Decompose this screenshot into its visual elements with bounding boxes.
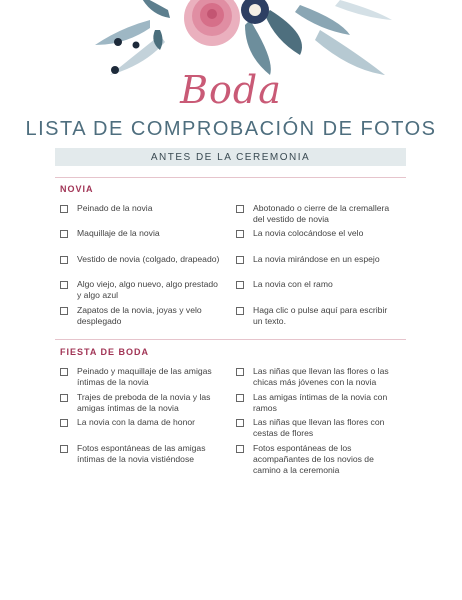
- checkbox[interactable]: [236, 394, 244, 402]
- checkbox[interactable]: [236, 368, 244, 376]
- leaf: [335, 0, 392, 20]
- item-label: Peinado de la novia: [77, 203, 153, 213]
- item-label: Fotos espontáneas de las amigas íntimas de la novia vistiéndose: [77, 443, 206, 464]
- item-label: Abotonado o cierre de la cremallera del vestido de novia: [253, 203, 390, 224]
- checkbox[interactable]: [236, 419, 244, 427]
- item-label: Zapatos de la novia, joyas y velo desplegado: [77, 305, 202, 326]
- checklist-item[interactable]: [236, 305, 396, 327]
- item-label: Maquillaje de la novia: [77, 228, 160, 238]
- berry: [133, 42, 140, 49]
- page-title: LISTA DE COMPROBACIÓN DE FOTOS: [25, 118, 437, 140]
- leaf: [265, 10, 302, 55]
- checkbox[interactable]: [60, 256, 68, 264]
- checkbox[interactable]: [236, 281, 244, 289]
- item-label: Las niñas que llevan las flores o las chicas más jóvenes con la novia: [253, 366, 389, 387]
- checklist-item[interactable]: [236, 254, 396, 265]
- item-label: Las niñas que llevan las flores con cestas de flores: [253, 417, 385, 438]
- checkbox[interactable]: [60, 281, 68, 289]
- item-label[interactable]: Haga clic o pulse aquí para escribir un texto.: [253, 305, 388, 326]
- checkbox[interactable]: [236, 230, 244, 238]
- item-label: Peinado y maquillaje de las amigas íntimas de la novia: [77, 366, 212, 387]
- leaf: [295, 5, 350, 35]
- checklist-item[interactable]: [60, 203, 220, 214]
- checkbox[interactable]: [60, 307, 68, 315]
- checkbox[interactable]: [60, 205, 68, 213]
- section-title-fiesta: FIESTA DE BODA: [60, 347, 150, 357]
- section-band: [55, 148, 406, 166]
- checkbox[interactable]: [60, 394, 68, 402]
- item-label: La novia colocándose el velo: [253, 228, 364, 238]
- section-title-novia: NOVIA: [60, 184, 94, 194]
- item-label: La novia mirándose en un espejo: [253, 254, 380, 264]
- checklist-item[interactable]: [236, 392, 396, 414]
- checklist-item[interactable]: [236, 228, 396, 239]
- checklist-item[interactable]: [60, 366, 220, 388]
- item-label: Algo viejo, algo nuevo, algo prestado y algo azul: [77, 279, 218, 300]
- leaf: [95, 20, 150, 45]
- checklist-item[interactable]: [60, 305, 220, 327]
- item-label: La novia con la dama de honor: [77, 417, 196, 427]
- script-title: Boda: [180, 68, 282, 112]
- checklist-item[interactable]: [236, 279, 396, 290]
- checklist-item[interactable]: [60, 279, 220, 301]
- checkbox[interactable]: [60, 230, 68, 238]
- checkbox[interactable]: [236, 205, 244, 213]
- checklist-item[interactable]: [236, 366, 396, 388]
- checklist-item[interactable]: [236, 443, 396, 476]
- section-band-label: ANTES DE LA CEREMONIA: [150, 151, 311, 163]
- checklist-item[interactable]: [60, 254, 220, 265]
- checkbox[interactable]: [60, 368, 68, 376]
- checklist-item[interactable]: [60, 443, 220, 465]
- checkbox[interactable]: [60, 445, 68, 453]
- item-label: Trajes de preboda de la novia y las amigas íntimas de la novia: [77, 392, 211, 413]
- divider: [55, 177, 406, 178]
- berry: [114, 38, 122, 46]
- checklist-item[interactable]: [60, 392, 220, 414]
- divider: [55, 339, 406, 340]
- leaf: [245, 20, 271, 75]
- checklist-item[interactable]: [60, 417, 220, 428]
- leaf: [140, 0, 170, 18]
- checkbox[interactable]: [236, 256, 244, 264]
- item-label: La novia con el ramo: [253, 279, 333, 289]
- item-label: Las amigas íntimas de la novia con ramos: [253, 392, 388, 413]
- checklist-item[interactable]: [60, 228, 220, 239]
- item-label: Fotos espontáneas de los acompañantes de los novios de camino a la ceremonia: [253, 443, 374, 475]
- item-label: Vestido de novia (colgado, drapeado): [77, 254, 220, 264]
- checkbox[interactable]: [236, 445, 244, 453]
- checkbox[interactable]: [236, 307, 244, 315]
- checklist-item[interactable]: [236, 417, 396, 439]
- checklist-item[interactable]: [236, 203, 396, 225]
- checkbox[interactable]: [60, 419, 68, 427]
